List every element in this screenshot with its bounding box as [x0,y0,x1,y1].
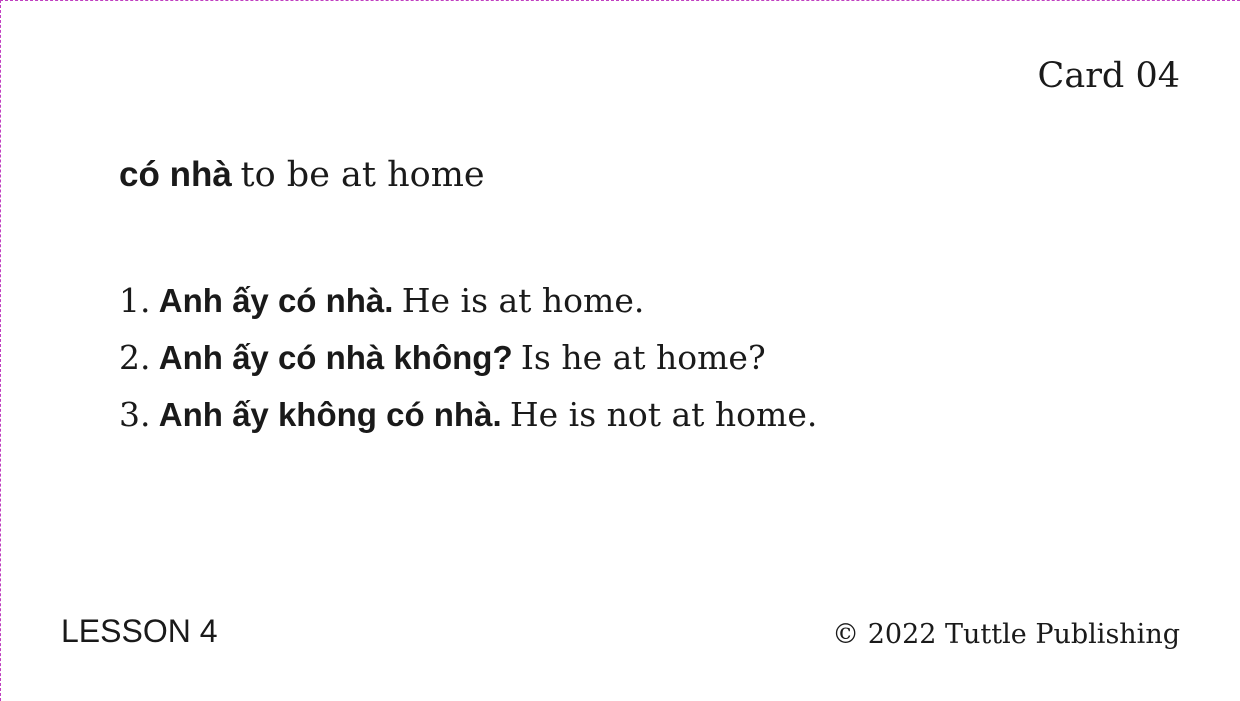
example-sentence [119,330,817,387]
example-vietnamese: Anh ấy có nhà không? [158,339,513,376]
headword-vietnamese: có nhà [119,155,232,194]
example-english: He is not at home. [509,395,818,434]
example-sentence [119,387,817,444]
example-number: 1. [119,281,151,320]
example-sentence [119,273,817,330]
example-vietnamese: Anh ấy không có nhà. [158,396,502,433]
example-english: Is he at home? [520,338,766,377]
headword-entry [119,155,485,195]
example-english: He is at home. [401,281,645,320]
example-number: 3. [119,395,151,434]
card-number: Card 04 [1037,56,1180,96]
example-vietnamese: Anh ấy có nhà. [158,282,394,319]
copyright-notice: © 2022 Tuttle Publishing [832,619,1180,650]
example-number: 2. [119,338,151,377]
lesson-label: LESSON 4 [61,613,218,649]
example-list [119,273,817,444]
headword-english: to be at home [240,155,485,195]
